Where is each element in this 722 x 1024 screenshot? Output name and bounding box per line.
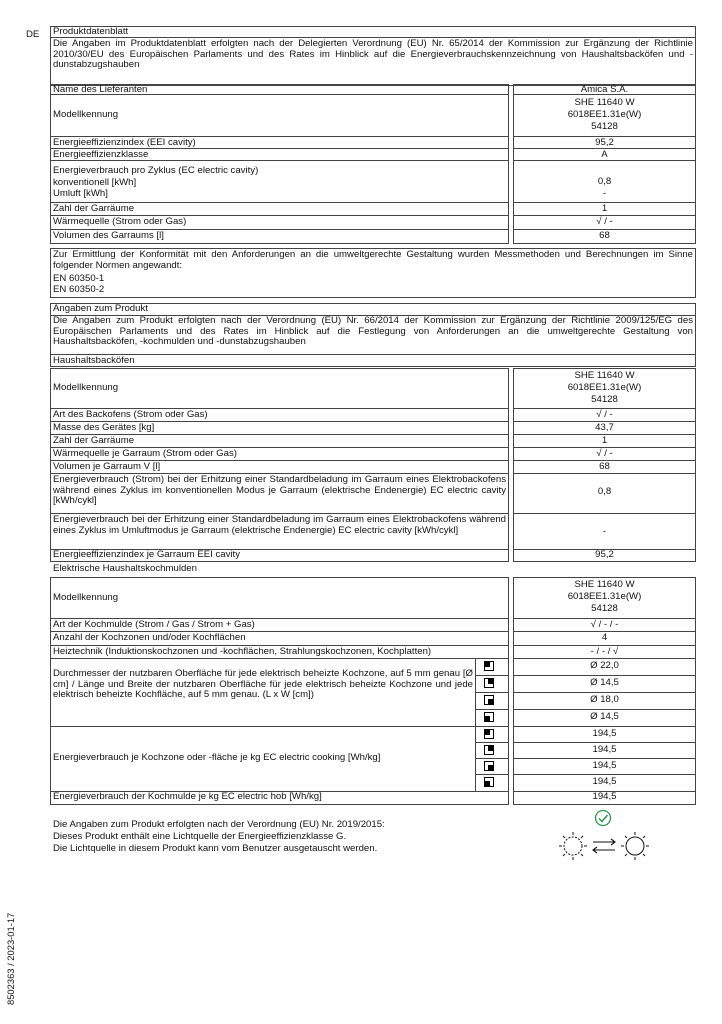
product-info-title: Angaben zum Produkt	[53, 303, 148, 314]
hob-model-value-line: 6018EE1.31e(W)	[567, 591, 642, 602]
eei-label: Energieeffizienzindex (EEI cavity)	[53, 137, 196, 148]
model-value-line: 6018EE1.31e(W)	[567, 109, 642, 120]
oven-cavities-value: 1	[601, 435, 608, 446]
product-info-intro: Die Angaben zum Produkt erfolgten nach der Verordnung (EU) Nr. 66/2014 der Kommission zur Ergänzung der Richtlinie 2009/125/EG des Europäischen Parlaments und des Rates im Hinblick auf die Festlegung von Anforderungen an die umweltgerechte Gestaltung von Haushaltsbacköfen, -kochmulden und -dunstabzugshauben	[53, 315, 693, 348]
norm-item: EN 60350-2	[53, 284, 105, 295]
oven-eei-label: Energieeffizienzindex je Garraum EEI cavity	[53, 549, 240, 560]
hob-type-value: √ / - / -	[590, 619, 619, 630]
hob-heating-tech-label: Heiztechnik (Induktionskochzonen und -kochflächen, Strahlungskochzonen, Kochplatten)	[53, 646, 432, 657]
datasheet-title: Produktdatenblatt	[53, 26, 129, 37]
oven-model-value-line: SHE 11640 W	[574, 370, 635, 381]
oven-mass-label: Masse des Gerätes [kg]	[53, 422, 155, 433]
swap-arrows-icon	[593, 839, 615, 853]
conformity-text: Zur Ermittlung der Konformität mit den Anforderungen an die umweltgerechte Gestaltung wurden Messmethoden und Berechnungen im Sinne folgender Normen angewandt:	[53, 249, 693, 271]
model-label: Modellkennung	[53, 109, 119, 120]
energy-fan-value: -	[602, 188, 607, 199]
cavity-volume-label: Volumen des Garraums [l]	[53, 230, 164, 241]
oven-model-label: Modellkennung	[53, 382, 119, 393]
cavity-count-value: 1	[601, 203, 608, 214]
oven-model-value-line: 54128	[591, 394, 618, 405]
oven-energy-fan-value: -	[602, 526, 607, 537]
model-value-line: 54128	[591, 121, 618, 132]
check-circle-icon	[596, 811, 611, 826]
hob-model-value-line: 54128	[591, 603, 618, 614]
hob-zone-rear-right-icon	[484, 745, 494, 755]
eei-value: 95,2	[595, 137, 614, 148]
oven-model-value-line: 6018EE1.31e(W)	[567, 382, 642, 393]
hob-zone-rear-left-icon	[484, 729, 494, 739]
oven-energy-conventional-value: 0,8	[597, 486, 612, 497]
hob-zones-count-label: Anzahl der Kochzonen und/oder Kochflächen	[53, 632, 246, 643]
supplier-label: Name des Lieferanten	[53, 84, 148, 95]
oven-volume-value: 68	[599, 461, 610, 472]
hob-zone-front-right-icon	[484, 761, 494, 771]
footer-line: Die Angaben zum Produkt erfolgten nach der Verordnung (EU) Nr. 2019/2015:	[53, 819, 385, 830]
hob-zone-front-left-icon	[484, 777, 494, 787]
hob-heating-tech-value: - / - / √	[590, 646, 619, 657]
zone-diameter-value: Ø 18,0	[590, 694, 619, 705]
light-source-pictogram	[555, 808, 665, 864]
zone-energy-value: 194,5	[592, 744, 617, 755]
energy-conventional-label: konventionell [kWh]	[53, 177, 137, 188]
light-bulb-icon	[621, 832, 649, 860]
hob-zone-front-left-icon	[484, 712, 494, 722]
hob-total-value: 194,5	[592, 791, 617, 802]
efficiency-class-label: Energieeffizienzklasse	[53, 149, 149, 160]
oven-eei-value: 95,2	[595, 549, 614, 560]
oven-heat-source-value: √ / -	[596, 448, 613, 459]
hob-total-label: Energieverbrauch der Kochmulde je kg EC electric hob [Wh/kg]	[53, 791, 322, 802]
oven-mass-value: 43,7	[595, 422, 614, 433]
zone-diameter-value: Ø 22,0	[590, 660, 619, 671]
ovens-heading: Haushaltsbacköfen	[53, 355, 135, 366]
hob-zones-count-value: 4	[601, 632, 608, 643]
light-bulb-icon	[559, 832, 587, 860]
footer-line: Die Lichtquelle in diesem Produkt kann vom Benutzer ausgetauscht werden.	[53, 843, 378, 854]
oven-type-value: √ / -	[596, 409, 613, 420]
footer-line: Dieses Produkt enthält eine Lichtquelle der Energieeffizienzklasse G.	[53, 831, 347, 842]
oven-energy-conventional-label: Energieverbrauch (Strom) bei der Erhitzung einer Standardbeladung im Garraum eines Elektrobackofens während eines Zyklus im konventionellen Modus je Garraum (elektrische Endenergie) EC electric cavity [kWh/cykl]	[53, 474, 506, 507]
oven-energy-fan-label: Energieverbrauch bei der Erhitzung einer Standardbeladung im Garraum eines Elektrobackofens während eines Zyklus im Umluftmodus je Garraum (elektrische Endenergie) EC electric cavity [kWh/cykl]	[53, 514, 506, 536]
hob-model-value-line: SHE 11640 W	[574, 579, 635, 590]
document-code: 8502363 / 2023-01-17	[5, 912, 16, 1005]
zone-energy-value: 194,5	[592, 776, 617, 787]
hobs-heading: Elektrische Haushaltskochmulden	[53, 563, 197, 574]
hob-zone-rear-left-icon	[484, 661, 494, 671]
diameter-label: Durchmesser der nutzbaren Oberfläche für jede elektrisch beheizte Kochzone, auf 5 mm genau [Ø cm] / Länge und Breite der nutzbaren Oberfläche für jede elektrisch beheizte Kochzone und jede elektrisch beheizte Kochfläche, auf 5 mm genau. (L x W [cm])	[53, 668, 473, 701]
language-code: DE	[26, 29, 40, 40]
zone-diameter-value: Ø 14,5	[590, 677, 619, 688]
oven-heat-source-label: Wärmequelle je Garraum (Strom oder Gas)	[53, 448, 237, 459]
hob-model-label: Modellkennung	[53, 592, 119, 603]
hob-zone-front-right-icon	[484, 695, 494, 705]
heat-source-value: √ / -	[596, 216, 613, 227]
oven-type-label: Art des Backofens (Strom oder Gas)	[53, 409, 208, 420]
energy-fan-label: Umluft [kWh]	[53, 188, 108, 199]
energy-conventional-value: 0,8	[597, 176, 612, 187]
efficiency-class-value: A	[601, 149, 608, 160]
zone-energy-value: 194,5	[592, 728, 617, 739]
hob-zone-rear-right-icon	[484, 678, 494, 688]
hob-type-label: Art der Kochmulde (Strom / Gas / Strom + Gas)	[53, 619, 255, 630]
oven-volume-label: Volumen je Garraum V [l]	[53, 461, 161, 472]
model-value-line: SHE 11640 W	[574, 97, 635, 108]
cavity-volume-value: 68	[599, 230, 610, 241]
energy-cycle-label: Energieverbrauch pro Zyklus (EC electric cavity)	[53, 165, 259, 176]
heat-source-label: Wärmequelle (Strom oder Gas)	[53, 216, 187, 227]
zone-energy-label: Energieverbrauch je Kochzone oder -fläche je kg EC electric cooking [Wh/kg]	[53, 752, 381, 763]
datasheet-intro: Die Angaben im Produktdatenblatt erfolgten nach der Delegierten Verordnung (EU) Nr. 65/2014 der Kommission zur Ergänzung der Richtlinie 2010/30/EU des Europäischen Parlaments und des Rates im Hinblick auf die Energieverbrauchskennzeichnung von Haushaltsbacköfen und - dunstabzugshauben	[53, 38, 693, 71]
norm-item: EN 60350-1	[53, 273, 105, 284]
cavity-count-label: Zahl der Garräume	[53, 203, 135, 214]
zone-energy-value: 194,5	[592, 760, 617, 771]
oven-cavities-label: Zahl der Garräume	[53, 435, 135, 446]
zone-diameter-value: Ø 14,5	[590, 711, 619, 722]
supplier-value: Amica S.A.	[580, 84, 629, 95]
